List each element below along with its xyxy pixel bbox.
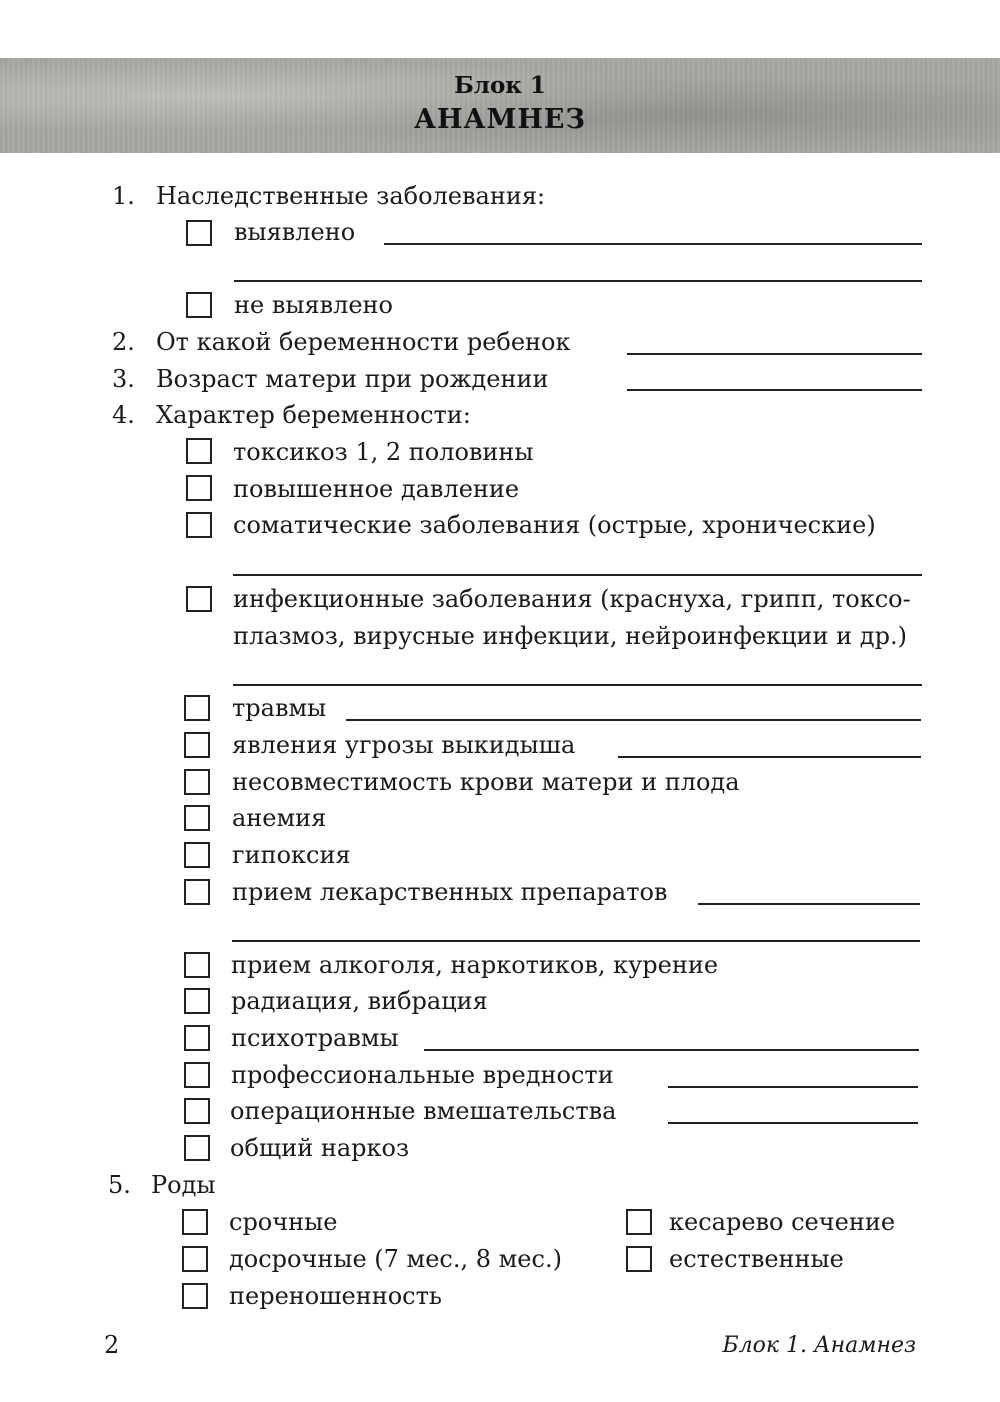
q1-found-answer-line[interactable] (384, 243, 922, 245)
q4-psychotrauma-label: психотравмы (231, 1024, 399, 1052)
q4-miscarriage-checkbox[interactable] (184, 732, 210, 758)
q4-pressure-checkbox[interactable] (186, 475, 212, 501)
q4-toxicosis-checkbox[interactable] (186, 438, 212, 464)
q4-infection-answer-line[interactable] (233, 684, 922, 686)
q4-medication-checkbox[interactable] (184, 879, 210, 905)
q4-alcohol-label: прием алкоголя, наркотиков, курение (231, 951, 719, 979)
q5-preterm-checkbox[interactable] (182, 1246, 208, 1272)
q5-natural-label: естественные (669, 1245, 844, 1273)
q4-radiation-label: радиация, вибрация (231, 987, 488, 1015)
q4-hypoxia-label: гипоксия (232, 841, 351, 869)
q4-medication-answer-line-2[interactable] (232, 940, 920, 942)
q4-blood-incompat-label: несовместимость крови матери и плода (232, 768, 740, 796)
q4-miscarriage-label: явления угрозы выкидыша (232, 731, 576, 759)
q4-medication-answer-line[interactable] (698, 903, 920, 905)
q4-number: 4. (112, 401, 135, 429)
q3-label: Возраст матери при рождении (156, 365, 549, 393)
q4-blood-incompat-checkbox[interactable] (184, 769, 210, 795)
q4-somatic-checkbox[interactable] (186, 512, 212, 538)
q4-radiation-checkbox[interactable] (184, 988, 210, 1014)
q4-toxicosis-label: токсикоз 1, 2 половины (233, 438, 534, 466)
q5-postterm-checkbox[interactable] (182, 1283, 208, 1309)
q2-number: 2. (112, 328, 135, 356)
q4-pressure-label: повышенное давление (233, 475, 520, 503)
q1-number: 1. (112, 182, 135, 210)
q4-anesthesia-checkbox[interactable] (184, 1135, 210, 1161)
q4-anemia-checkbox[interactable] (184, 805, 210, 831)
q4-occupational-checkbox[interactable] (184, 1062, 210, 1088)
q5-preterm-label: досрочные (7 мес., 8 мес.) (229, 1245, 562, 1273)
q4-occupational-answer-line[interactable] (668, 1086, 918, 1088)
q1-not-found-checkbox[interactable] (186, 292, 212, 318)
q5-number: 5. (108, 1171, 131, 1199)
q5-cesarean-checkbox[interactable] (626, 1209, 652, 1235)
q5-label: Роды (151, 1171, 216, 1199)
q5-term-label: срочные (229, 1208, 338, 1236)
q5-term-checkbox[interactable] (182, 1209, 208, 1235)
q2-answer-line[interactable] (627, 353, 922, 355)
q5-cesarean-label: кесарево сечение (669, 1208, 896, 1236)
q1-found-checkbox[interactable] (186, 220, 212, 246)
q4-somatic-label: соматические заболевания (острые, хронические) (233, 511, 876, 539)
running-footer-title: Блок 1. Анамнез (722, 1333, 916, 1358)
q4-label: Характер беременности: (156, 401, 471, 429)
q4-hypoxia-checkbox[interactable] (184, 842, 210, 868)
q4-occupational-label: профессиональные вредности (231, 1061, 614, 1089)
q4-infection-checkbox[interactable] (186, 586, 212, 612)
q1-found-label: выявлено (234, 218, 356, 246)
q4-miscarriage-answer-line[interactable] (618, 756, 921, 758)
q5-natural-checkbox[interactable] (626, 1246, 652, 1272)
q1-label: Наследственные заболевания: (156, 182, 546, 210)
q3-number: 3. (112, 365, 135, 393)
q4-trauma-label: травмы (232, 694, 327, 722)
q4-anemia-label: анемия (232, 804, 327, 832)
q5-postterm-label: переношенность (229, 1282, 442, 1310)
block-title: АНАМНЕЗ (414, 104, 586, 135)
q4-surgery-answer-line[interactable] (668, 1122, 918, 1124)
q4-alcohol-checkbox[interactable] (184, 952, 210, 978)
q4-somatic-answer-line[interactable] (233, 574, 922, 576)
q4-surgery-checkbox[interactable] (184, 1098, 210, 1124)
q1-found-answer-line-2[interactable] (234, 280, 922, 282)
q4-medication-label: прием лекарственных препаратов (232, 878, 668, 906)
q3-answer-line[interactable] (627, 389, 922, 391)
q2-label: От какой беременности ребенок (156, 328, 571, 356)
q4-infection-label: инфекционные заболевания (краснуха, грипп, токсо- (233, 585, 911, 613)
q1-not-found-label: не выявлено (234, 291, 393, 319)
block-number: Блок 1 (454, 72, 546, 99)
q4-surgery-label: операционные вмешательства (230, 1097, 617, 1125)
q4-anesthesia-label: общий наркоз (230, 1134, 410, 1162)
q4-trauma-checkbox[interactable] (184, 695, 210, 721)
q4-infection-label-cont: плазмоз, вирусные инфекции, нейроинфекции и др.) (233, 622, 907, 650)
q4-trauma-answer-line[interactable] (346, 719, 921, 721)
q4-psychotrauma-answer-line[interactable] (424, 1049, 919, 1051)
page-number: 2 (104, 1331, 120, 1359)
q4-psychotrauma-checkbox[interactable] (184, 1025, 210, 1051)
